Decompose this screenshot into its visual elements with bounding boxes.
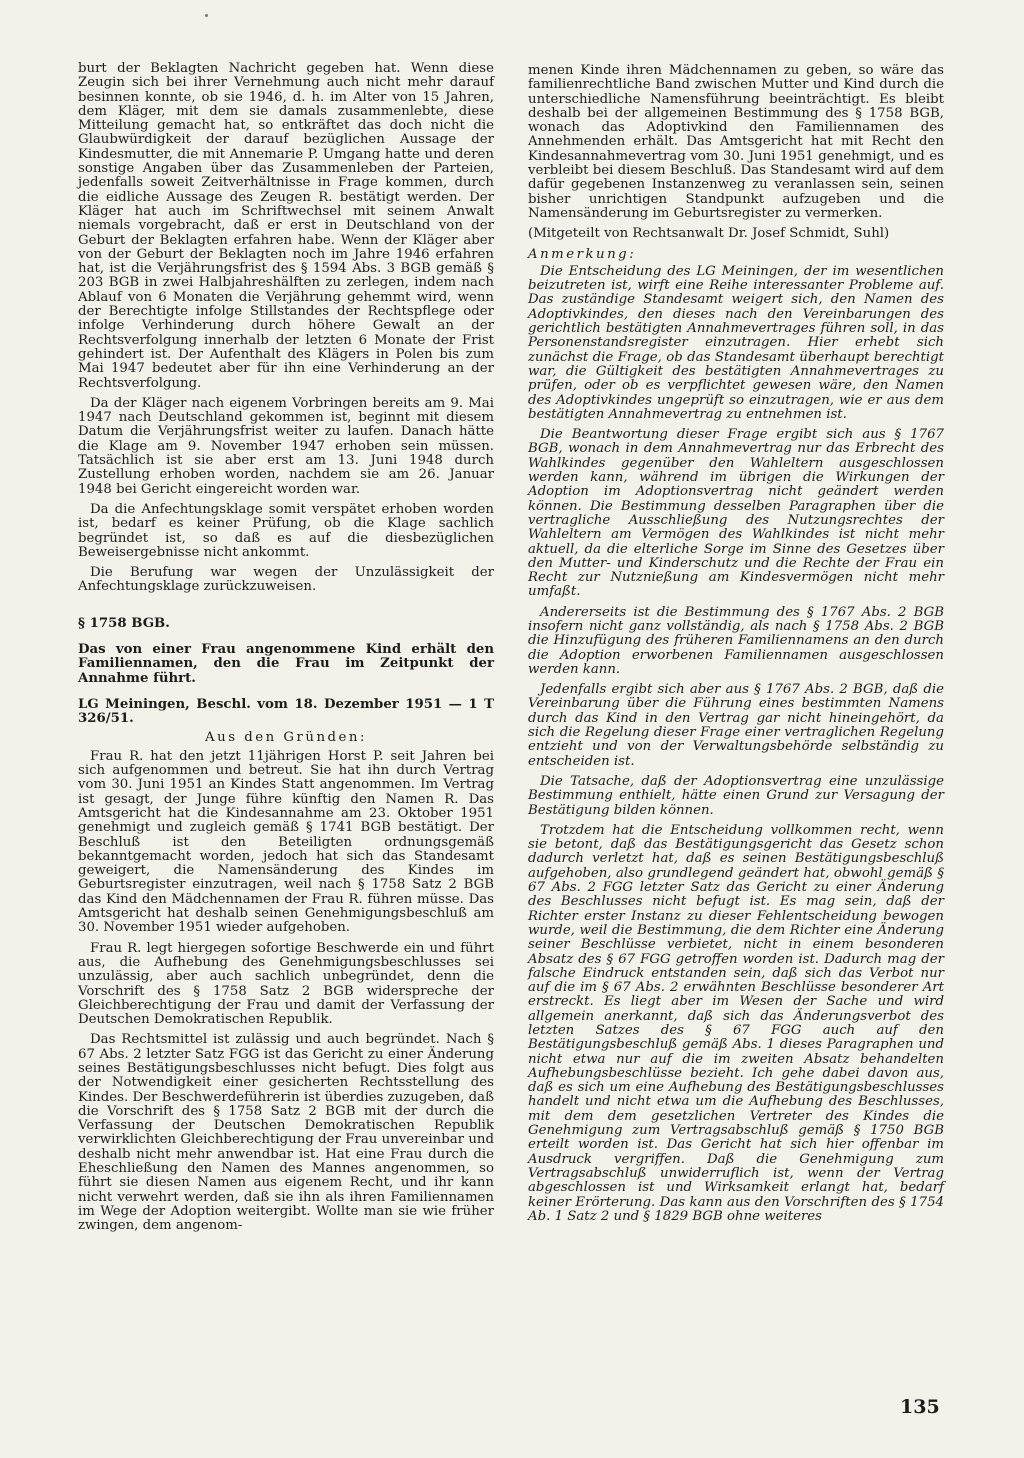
paragraph: Da die Anfechtungsklage somit verspätet erhoben worden ist, bedarf es keiner Prüfung, ob die Klage sachlich begründet ist, so daß es auf die diesbezüglichen Beweisergebnisse nicht ankommt. (78, 501, 494, 560)
annotation-paragraph: Andererseits ist die Bestimmung des § 1767 Abs. 2 BGB insofern nicht ganz vollständig, als nach § 1758 Abs. 2 BGB die Hinzufügung des früheren Familiennamens an den durch die Adoption erworbenen Familiennamen ausgeschlossen werden kann. (528, 604, 944, 677)
paragraph: burt der Beklagten Nachricht gegeben hat. Wenn diese Zeugin sich bei ihrer Vernehmung auch nicht mehr darauf besinnen konnte, ob sie 1946, d. h. im Alter von 15 Jahren, dem Kläger, mit dem sie damals zusammenlebte, diese Mitteilung gemacht hat, so entkräftet das doch nicht die Glaubwürdigkeit der darauf bezüglichen Aussage der Kindesmutter, die mit Annemarie P. Umgang hatte und deren sonstige Angaben über das Zusammenleben der Parteien, jedenfalls soweit Zeitverhältnisse in Frage kommen, durch die eidliche Aussage des Zeugen R. bestätigt werden. Der Kläger hat auch im Schriftwechsel mit seinem Anwalt niemals vorgebracht, daß er erst in Deutschland von der Geburt der Beklagten erfahren habe. Wenn der Kläger aber von der Geburt der Beklagten noch im Jahre 1946 erfahren hat, ist die Verjährungsfrist des § 1594 Abs. 3 BGB gemäß § 203 BGB in zwei Halbjahreshälften zu zerlegen, indem nach Ablauf von 6 Monaten die Verjährung gehemmt wird, wenn der Berechtigte infolge Stillstandes der Rechtspflege oder infolge Verhinderung durch höhere Gewalt an der Rechtsverfolgung innerhalb der letzten 6 Monate der Frist gehindert ist. Der Aufenthalt des Klägers in Polen bis zum Mai 1947 bedeutet aber für ihn eine Verhinderung an der Rechtsverfolgung. (78, 61, 494, 391)
annotation-paragraph: Die Entscheidung des LG Meiningen, der im wesentlichen beizutreten ist, wirft eine Reihe interessanter Probleme auf. Das zuständige Standesamt weigert sich, den Namen des Adoptivkindes, den dieses nach den Vereinbarungen des gerichtlich bestätigten Annahmevertrages führen soll, in das Personenstandsregister einzutragen. Hier erhebt sich zunächst die Frage, ob das Standesamt überhaupt berechtigt war, die Gültigkeit des bestätigten Annahmevertrages zu prüfen, oder ob es verpflichtet gewesen wäre, den Namen des Adoptivkindes ungeprüft so einzutragen, wie er aus dem bestätigten Annahmevertrag zu entnehmen ist. (528, 263, 944, 422)
section-title: § 1758 BGB. (78, 615, 170, 631)
paragraph: Die Berufung war wegen der Unzulässigkeit der Anfechtungsklage zurückzuweisen. (78, 565, 494, 595)
annotation-heading: Anmerkung: (528, 246, 637, 262)
annotation-paragraph: Die Beantwortung dieser Frage ergibt sich aus § 1767 BGB, wonach in dem Annahmevertrag nur das Erbrecht des Wahlkindes gegenüber den Wahleltern ausgeschlossen werden kann, während im übrigen die Wirkungen der Adoption im Adoptionsvertrag nicht geändert werden können. Die Bestimmung desselben Paragraphen über die vertragliche Ausschließung des Nutzungsrechtes der Wahleltern am Vermögen des Wahlkindes ist nicht mehr aktuell, da die elterliche Sorge im Sinne des Gesetzes über den Mutter- und Kinderschutz und die Rechte der Frau ein Recht zur Nutznießung am Kindesvermögen nicht mehr umfaßt. (528, 427, 944, 600)
left-column (78, 62, 494, 1240)
annotation-paragraph: Jedenfalls ergibt sich aber aus § 1767 Abs. 2 BGB, daß die Vereinbarung über die Führung eines bestimmten Namens durch das Kind in den Vertrag gar nicht hineingehört, da sich die Regelung dieser Frage einer vertraglichen Regelung entzieht und von der Verwaltungsbehörde selbständig zu entscheiden ist. (528, 682, 944, 769)
paragraph: Frau R. hat den jetzt 11jährigen Horst P. seit Jahren bei sich aufgenommen und betreut. Sie hat ihn durch Vertrag vom 30. Juni 1951 an Kindes Statt angenommen. Im Vertrag ist gesagt, der Junge führe künftig den Namen R. Das Amtsgericht hat die Kindesannahme am 23. Oktober 1951 genehmigt und zugleich gemäß § 1741 BGB bestätigt. Der Beschluß ist den Beteiligten ordnungsgemäß bekanntgemacht worden, jedoch hat sich das Standesamt geweigert, die Namensänderung des Kindes im Geburtsregister einzutragen, weil nach § 1758 Satz 2 BGB das Kind den Mädchennamen der Frau R. führen müsse. Das Amtsgericht hat deshalb seinen Genehmigungsbeschluß am 30. November 1951 wieder aufgehoben. (78, 748, 494, 936)
attribution-note: (Mitgeteilt von Rechtsanwalt Dr. Josef Schmidt, Suhl) (528, 226, 890, 242)
paragraph: Das Rechtsmittel ist zulässig und auch begründet. Nach § 67 Abs. 2 letzter Satz FGG ist das Gericht zu einer Änderung seines Bestätigungsbeschlusses nicht befugt. Dies folgt aus der Notwendigkeit einer gesicherten Rechtsstellung des Kindes. Der Beschwerdeführerin ist überdies zuzugeben, daß die Vorschrift des § 1758 Satz 2 BGB mit der durch die Verfassung der Deutschen Demokratischen Republik verwirklichten Gleichberechtigung der Frau unvereinbar und deshalb nicht mehr anwendbar ist. Hat eine Frau durch die Eheschließung den Namen des Mannes angenommen, so führt sie diesen Namen aus eigenem Recht, und ihr kann nicht verwehrt werden, daß sie ihn als ihren Familiennamen im Wege der Adoption weitergibt. Wollte man sie wie früher zwingen, dem angenom- (78, 1032, 494, 1234)
paragraph: Da der Kläger nach eigenem Vorbringen bereits am 9. Mai 1947 nach Deutschland gekommen ist, beginnt mit diesem Datum die Verjährungsfrist weiter zu laufen. Danach hätte die Klage am 9. November 1947 erhoben sein müssen. Tatsächlich ist sie aber erst am 13. Juni 1948 durch Zustellung erhoben worden, nachdem sie am 26. Januar 1948 bei Gericht eingereicht worden war. (78, 395, 494, 497)
print-speck (205, 14, 208, 17)
paragraph: menen Kinde ihren Mädchennamen zu geben, so wäre das familienrechtliche Band zwischen Mutter und Kind durch die unterschiedliche Namensführung beeinträchtigt. Es bleibt deshalb bei der allgemeinen Bestimmung des § 1758 BGB, wonach das Adoptivkind den Familiennamen des Annehmenden erhält. Das Amtsgericht hat mit Recht den Kindesannahmevertrag vom 30. Juni 1951 genehmigt, und es verbleibt bei diesem Beschluß. Das Standesamt wird auf dem dafür gegebenen Instanzenweg zu veranlassen sein, seinen bisher unrichtigen Standpunkt aufzugeben und die Namensänderung im Geburtsregister zu vermerken. (528, 63, 944, 221)
section-headnote: Das von einer Frau angenommene Kind erhält den Familiennamen, den die Frau im Zeitpunkt der Annahme führt. (78, 641, 494, 686)
right-column (528, 64, 944, 1230)
paragraph: Frau R. legt hiergegen sofortige Beschwerde ein und führt aus, die Aufhebung des Genehmigungsbeschlusses sei unzulässig, aber auch sachlich unbegründet, denn die Vorschrift des § 1758 Satz 2 BGB widerspreche der Gleichberechtigung der Frau und damit der Verfassung der Deutschen Demokratischen Republik. (78, 940, 494, 1028)
document-page (78, 62, 944, 1432)
court-citation: LG Meiningen, Beschl. vom 18. Dezember 1951 — 1 T 326/51. (78, 696, 494, 727)
reasons-heading: Aus den Gründen: (205, 730, 367, 746)
annotation-body (528, 265, 944, 1224)
annotation-paragraph: Die Tatsache, daß der Adoptionsvertrag eine unzulässige Bestimmung enthielt, hätte einen Grund zur Versagung der Bestätigung bilden können. (528, 773, 944, 818)
annotation-paragraph: Trotzdem hat die Entscheidung vollkommen recht, wenn sie betont, daß das Bestätigungsgericht das Gesetz schon dadurch verletzt hat, daß es seinen Bestätigungsbeschluß aufgehoben, also grundlegend geändert hat, obwohl gemäß § 67 Abs. 2 FGG letzter Satz das Gericht zu einer Änderung des Beschlusses nicht befugt ist. Es mag sein, daß der Richter erster Instanz zu dieser Fehlentscheidung bewogen wurde, weil die Bestimmung, die dem Richter eine Änderung seiner Beschlüsse verbietet, nicht in einem besonderen Absatz des § 67 FGG getroffen worden ist. Dadurch mag der falsche Eindruck entstanden sein, daß sich das Verbot nur auf die im § 67 Abs. 2 erwähnten Beschlüsse besonderer Art erstreckt. Es liegt aber im Wesen der Sache und wird allgemein anerkannt, daß sich das Änderungsverbot des letzten Satzes des § 67 FGG auch auf den Bestätigungsbeschluß gemäß Abs. 1 dieses Paragraphen und nicht etwa nur auf die im zweiten Absatz behandelten Aufhebungsbeschlüsse bezieht. Ich gehe dabei davon aus, daß es sich um eine Aufhebung des Bestätigungsbeschlusses handelt und nicht etwa um die Aufhebung des Beschlusses, mit dem dem gesetzlichen Vertreter des Kindes die Genehmigung zum Vertragsabschluß gemäß § 1750 BGB erteilt worden ist. Das Gericht hat sich hier offenbar im Ausdruck vergriffen. Daß die Genehmigung zum Vertragsabschluß unwiderruflich ist, wenn der Vertrag abgeschlossen ist und Wirksamkeit erlangt hat, bedarf keiner Erörterung. Das kann aus den Vorschriften des § 1754 Ab. 1 Satz 2 und § 1829 BGB ohne weiteres (528, 822, 944, 1224)
page-number: 135 (900, 1396, 940, 1418)
